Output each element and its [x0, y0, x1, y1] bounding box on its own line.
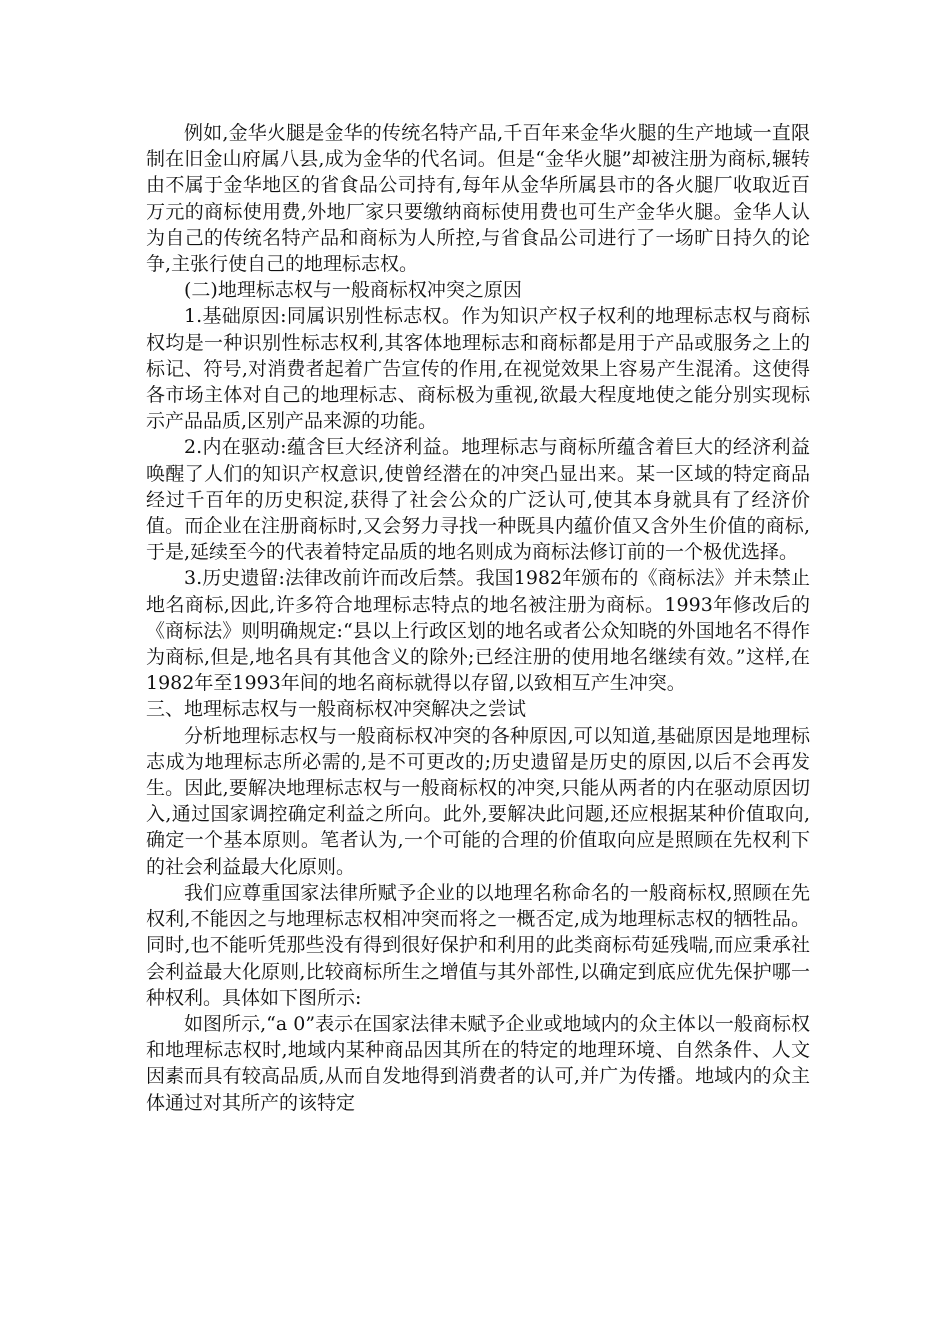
- paragraph-figure-explanation: 如图所示,“a 0”表示在国家法律未赋予企业或地域内的众主体以一般商标权和地理标志权时,地域内某种商品因其所在的特定的地理环境、自然条件、人文因素而具有较高品质,从而自发地得到消费者的认可,并广为传播。地域内的众主体通过对其所产的该特定: [146, 1012, 810, 1114]
- section-heading-conflict-causes: (二)地理标志权与一般商标权冲突之原因: [184, 279, 522, 302]
- paragraph-cause-basic: 1.基础原因:同属识别性标志权。作为知识产权子权利的地理标志权与商标权均是一种识别性标志权利,其客体地理标志和商标都是用于产品或服务之上的标记、符号,对消费者起着广告宣传的作用,在视觉效果上容易产生混淆。这使得各市场主体对自己的地理标志、商标极为重视,欲最大程度地使之能分别实现标示产品品质,区别产品来源的功能。: [146, 305, 810, 433]
- paragraph-cause-historical: 3.历史遗留:法律改前许而改后禁。我国1982年颁布的《商标法》并未禁止地名商标,因此,许多符合地理标志特点的地名被注册为商标。1993年修改后的《商标法》则明确规定:“县以上行政区划的地名或者公众知晓的外国地名不得作为商标,但是,地名具有其他含义的除外;已经注册的使用地名继续有效。”这样,在1982年至1993年间的地名商标就得以存留,以致相互产生冲突。: [146, 567, 810, 695]
- paragraph-jinhua-ham-example: 例如,金华火腿是金华的传统名特产品,千百年来金华火腿的生产地域一直限制在旧金山府属八县,成为金华的代名词。但是“金华火腿”却被注册为商标,辗转由不属于金华地区的省食品公司持有,每年从金华所属县市的各火腿厂收取近百万元的商标使用费,外地厂家只要缴纳商标使用费也可生产金华火腿。金华人认为自己的传统名特产品和商标为人所控,与省食品公司进行了一场旷日持久的论争,主张行使自己的地理标志权。: [146, 122, 810, 276]
- paragraph-analysis: 分析地理标志权与一般商标权冲突的各种原因,可以知道,基础原因是地理标志成为地理标志所必需的,是不可更改的;历史遗留是历史的原因,以后不会再发生。因此,要解决地理标志权与一般商标权的冲突,只能从两者的内在驱动原因切入,通过国家调控确定利益之所向。此外,要解决此问题,还应根据某种价值取向,确定一个基本原则。笔者认为,一个可能的合理的价值取向应是照顾在先权利下的社会利益最大化原则。: [146, 724, 810, 878]
- paragraph-respect-trademark: 我们应尊重国家法律所赋予企业的以地理名称命名的一般商标权,照顾在先权利,不能因之与地理标志权相冲突而将之一概否定,成为地理标志权的牺牲品。同时,也不能听凭那些没有得到很好保护和利用的此类商标苟延残喘,而应秉承社会利益最大化原则,比较商标所生之增值与其外部性,以确定到底应优先保护哪一种权利。具体如下图所示:: [146, 881, 810, 1009]
- section-heading-conflict-resolution: 三、地理标志权与一般商标权冲突解决之尝试: [146, 698, 527, 721]
- document-page: [146, 120, 810, 1116]
- paragraph-cause-internal-drive: 2.内在驱动:蕴含巨大经济利益。地理标志与商标所蕴含着巨大的经济利益唤醒了人们的知识产权意识,使曾经潜在的冲突凸显出来。某一区域的特定商品经过千百年的历史积淀,获得了社会公众的广泛认可,使其本身就具有了经济价值。而企业在注册商标时,又会努力寻找一种既具内蕴价值又含外生价值的商标,于是,延续至今的代表着特定品质的地名则成为商标法修订前的一个极优选择。: [146, 436, 810, 564]
